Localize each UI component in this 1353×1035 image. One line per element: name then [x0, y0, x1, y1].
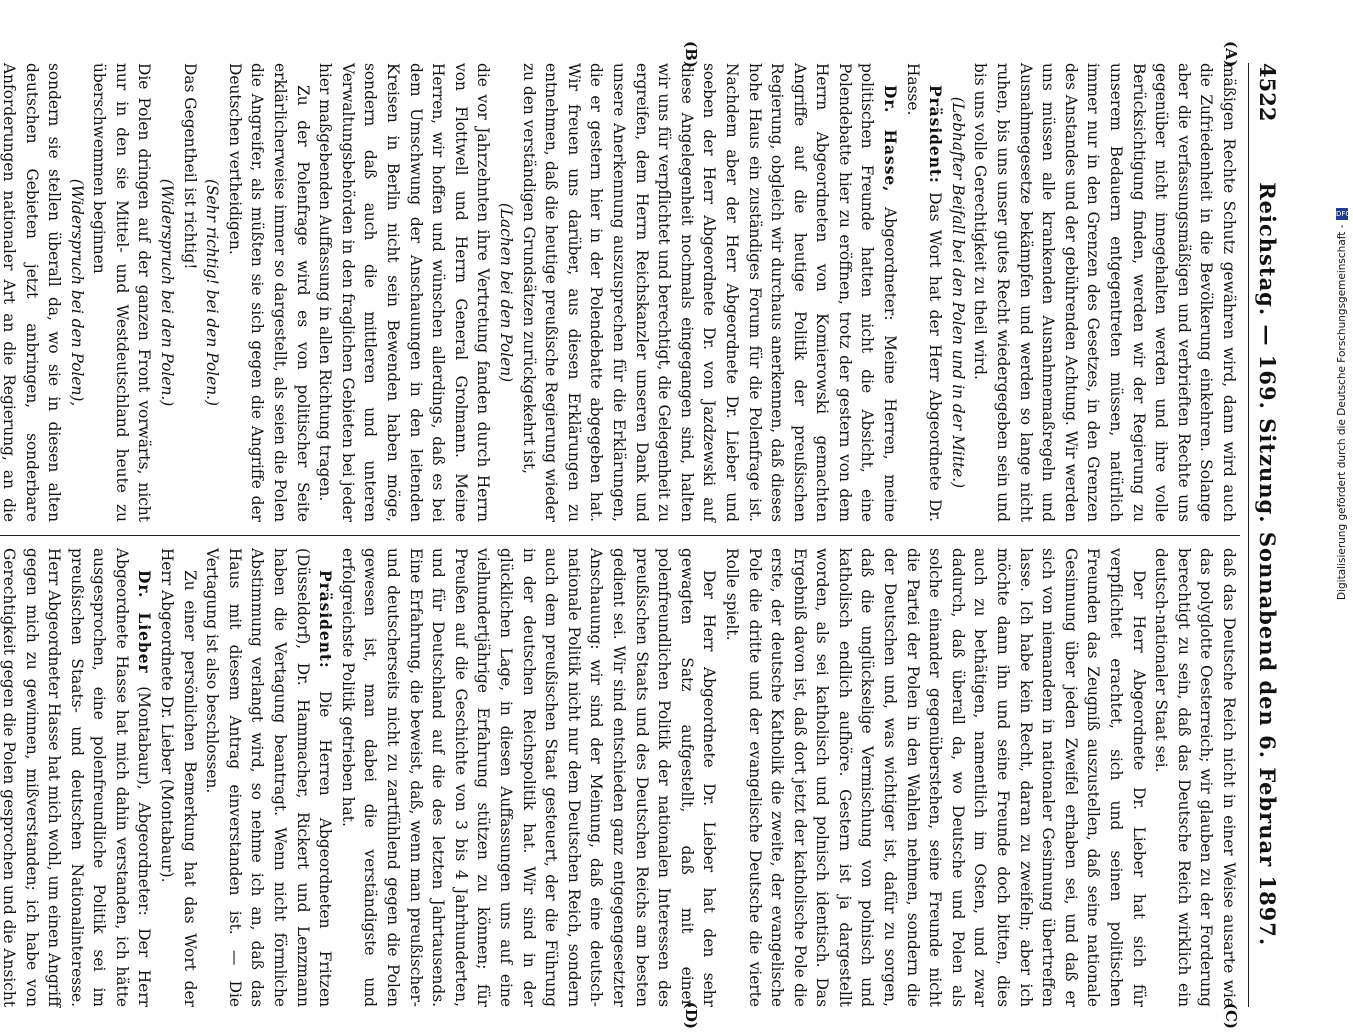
- paragraph: [517, 63, 901, 522]
- margin-mark-c: (C): [1222, 1002, 1240, 1029]
- interjection: (Sehr richtig! bei den Polen.): [203, 178, 222, 407]
- paragraph-text: Das Wort hat der Herr Abgeordnete Dr. Hasse.: [903, 63, 945, 522]
- paragraph: Der Herr Abgeordnete Dr. Lieber hat den sehr gewagten Satz aufgestellt, daß mit einer polenfreundlichen Politik der nationalen Interessen des preußischen Staats und des Deutschen Reichs am besten gedient sei. Wir sind entschieden ganz entgegengesetzter Anschauung: wir sind der Meinung, daß eine deutsch-nationale Politik nicht nur dem Deutschen Reich, sondern auch dem preußischen Staat gesteuert, der die Führung in der deutschen Reichspolitik hat. Wir sind in der glücklichen Lage, in diesen Auffassungen uns auf eine vielhundertjährige Erfahrung stützen zu können; für Preußen auf die Geschichte von 3 bis 4 Jahrhunderten, und für Deutschland auf die des letzten Jahrtausends. Eine Erfahrung, die beweist, daß, wenn man preußischer- und deutscherseits nicht zu zartfühlend gegen die Polen gewesen ist, man dabei die verständigste und erfolgreichste Politik getrieben hat.: [338, 548, 719, 1007]
- text-columns: [0, 41, 1240, 1029]
- speaker-label: Präsident:: [926, 85, 945, 184]
- left-column: [0, 63, 1240, 522]
- paragraph: Der Herr Abgeordnete Dr. Lieber hat sich für verpflichtet erachtet, sich und seinen politischen Freunden das Zeugniß auszustellen, daß seine nationale Gesinnung über jeden Zweifel erhaben sei, und daß er sich von niemandem in nationaler Gesinnung übertreffen lasse. Ich habe kein Recht, daran zu zweifeln; aber ich möchte dann ihn und seine Freunde doch bitten, dies auch zu bethätigen, namentlich im Osten, und zwar dadurch, daß überall da, wo Deutsche und Polen als solche einander gegenüberstehen, seine Freunde nicht die Partei der Polen in den Wahlen nehmen, sondern die der Deutschen und, was wichtiger ist, dafür zu sorgen, daß die unglückselige Vermischung von polnisch und katholisch endlich aufhöre. Gestern ist ja dargestellt worden, als sei katholisch und polnisch identisch. Das Ergebniß davon ist, daß dort jetzt der katholische Pole die erste, der deutsche Katholik die zweite, der evangelische Pole die dritte und der evangelische Deutsche die vierte Rolle spielt.: [722, 548, 1148, 1007]
- digitization-credit: [1336, 200, 1351, 600]
- paragraph: [901, 63, 946, 522]
- paragraph: mäßigen Rechte Schutz gewähren wird, dann wird auch die Zufriedenheit in die Bevölkerung einkehren. Solange aber die verfassungsmäßigen und verbrieften Rechte uns gegenüber nicht innegehalten werden und ihre volle Berücksichtigung finden, werden wir der Regierung zu unserem Bedauern entgegentreten müssen, natürlich immer nur in den Grenzen des Gesetzes, in den Grenzen des Anstandes und der gebührenden Achtung. Wir werden uns müssen alle krankenden Ausnahmemaßregeln und Ausnahmegesetze bekämpfen und werden so lange nicht ruhen, bis uns unser gutes Recht wiedergegeben sein und bis uns volle Gerechtigkeit zu theil wird.: [971, 63, 1238, 522]
- paragraph: Das Gegentheil ist richtig!: [180, 63, 199, 270]
- speaker-label: Dr. Lieber: [135, 570, 154, 674]
- paragraph-text: Abgeordneter: Meine Herren, meine politischen Freunde hatten nicht die Absicht, eine Polendebatte hier zu eröffnen, trotz der gestern von dem Herrn Abgeordneten von Komierowski gemachten Angriffe auf die heutige Politik der preußischen Regierung, obgleich wir durchaus anerkennen, daß dieses hohe Haus ein zuständiges Forum für die Polenfrage ist. Nachdem aber der Herr Abgeordnete Dr. Lieber und soeben der Herr Abgeordnete Dr. von Jazdzewski auf diese Angelegenheit nochmals eingegangen sind, halten wir uns für verpflichtet und berechtigt, die Gelegenheit zu ergreifen, dem Herrn Reichskanzler unseren Dank und unsere Anerkennung auszusprechen für die Erklärungen, die er gestern hier in der Polendebatte abgegeben hat. Wir freuen uns darüber, aus diesen Erklärungen zu entnehmen, daß die heutige preußische Regierung wieder zu den verständigen Grundsätzen zurückgekehrt ist,: [519, 63, 900, 522]
- interjection: (Lebhafter Beifall bei den Polen und in der Mitte.): [948, 96, 967, 489]
- page-title: Reichstag. — 169. Sitzung. Sonnabend den 6. Februar 1897.: [1255, 182, 1280, 947]
- paragraph: [0, 548, 156, 1007]
- dfg-logo: DFG: [1336, 210, 1351, 219]
- interjection: (Lachen bei den Polen): [497, 202, 515, 383]
- paragraph: Zu einer persönlichen Bemerkung hat das Wort der Herr Abgeordnete Dr. Lieber (Montabaur).: [158, 548, 199, 1007]
- column-divider: [0, 535, 1240, 536]
- paragraph: die vor Jahrzehnten ihre Vertretung fanden durch Herrn von Flottwell und Herrn General Grolmann. Meine Herren, wir hoffen und wünschen allerdings, daß es bei dem Umschwung der Anschauungen in den leitenden Kreisen in Berlin nicht sein Bewenden haben möge, sondern daß auch die mittleren und unteren Verwaltungsbehörden in den fraglichen Gebieten bei jeder hier maßgebenden Auffassung in allen Richtung tragen.: [316, 63, 493, 522]
- margin-mark-b: (B): [682, 41, 700, 68]
- margin-mark-a: (A): [1222, 41, 1240, 67]
- page-header: [1248, 63, 1280, 1007]
- speaker-label: Präsident:: [316, 570, 335, 669]
- paragraph: [201, 548, 337, 1007]
- paragraph: daß das Deutsche Reich nicht in einer Weise ausarte wie das polyglotte Oesterreich; wir glauben zu der Forderung berechtigt zu sein, daß das Deutsche Reich wirklich ein deutsch-nationaler Staat sei.: [1152, 548, 1238, 1007]
- right-column: [0, 548, 1240, 1007]
- paragraph: sondern sie stellen überall da, wo sie in diesen alten deutschen Gebieten jetzt anbringen, sonderbare Anforderungen nationaler Art an die Regierung, an die: [0, 63, 64, 522]
- credit-text: Digitalisierung gefördert durch die Deutsche Forschungsgemeinschaft -: [1336, 224, 1348, 600]
- paragraph-text: (Montabaur), Abgeordneter: Der Herr Abgeordnete Hasse hat mich dahin verstanden, ich hätte ausgesprochen, eine polenfreundliche Politik sei im preußischen Staats- und deutschen Nationalinteresse. Herr Abgeordneter Hasse hat mich wohl, um einen Angriff gegen mich zu gewinnen, mißverstanden; ich habe von Gerechtigkeit gegen die Polen gesprochen und die Ansicht: [0, 548, 154, 1008]
- document-page: [0, 35, 1290, 1035]
- paragraph-text: Die Herren Abgeordneten Fritzen (Düsseldorf), Dr. Hammacher, Rickert und Lenzmann haben die Vertagung beantragt. Wenn nicht förmliche Abstimmung verlangt wird, so nehme ich an, daß das Haus mit diesem Antrag einverstanden ist. — Die Vertagung ist also beschlossen.: [203, 548, 335, 1007]
- paragraph: Die Polen dringen auf der ganzen Front vorwärts, nicht nur in den sie Mittel- und Westdeutschland heute zu überschwemmen beginnen: [90, 63, 154, 522]
- interjection: (Widerspruch bei den Polen.): [158, 178, 177, 407]
- interjection: (Widerspruch bei den Polen),: [67, 178, 86, 407]
- margin-mark-d: (D): [682, 1001, 700, 1029]
- speaker-label: Dr. Hasse,: [881, 85, 900, 193]
- paragraph: Zu der Polenfrage wird es von politischer Seite erklärlicherweise immer so dargestellt, als seien die Polen die Angreifer, als müßten sie sich gegen die Angriffe der Deutschen vertheidigen.: [225, 63, 312, 522]
- page-number: 4522: [1255, 63, 1280, 122]
